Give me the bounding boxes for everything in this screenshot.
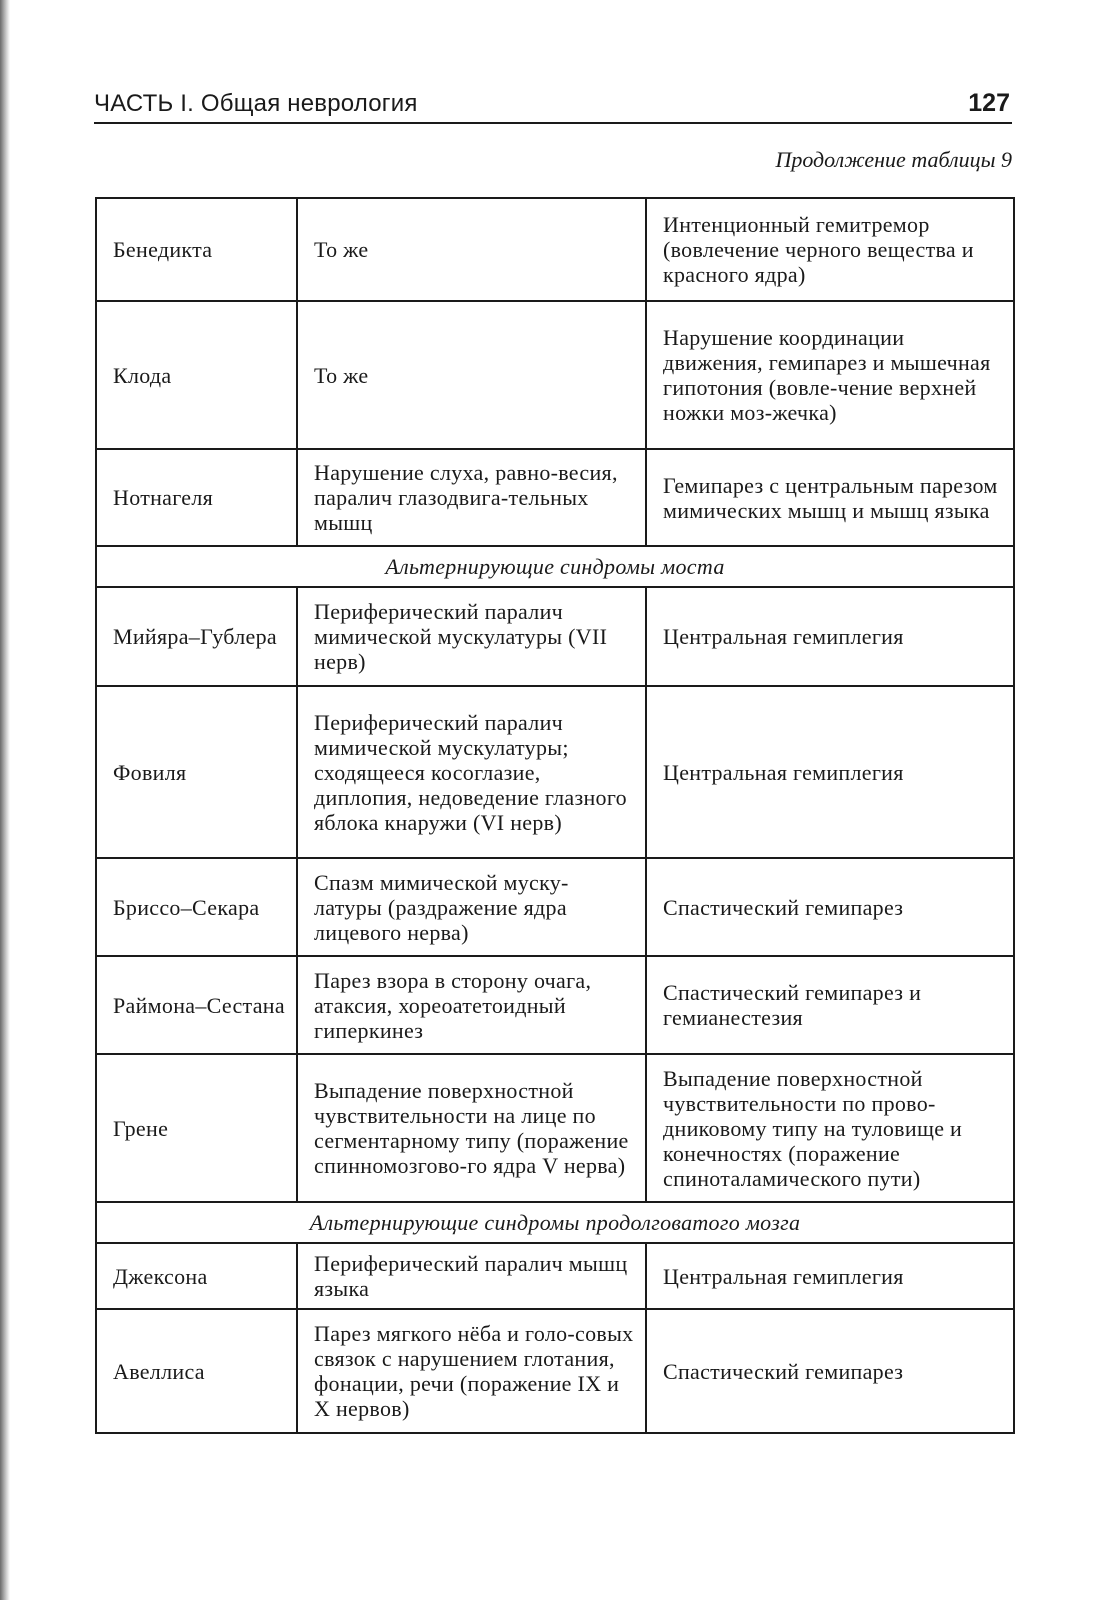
opposite-side-symptoms-cell: Гемипарез с центральным парезом мимических мышц и мышц языка	[646, 449, 1014, 546]
table-row	[96, 1054, 1014, 1202]
syndromes-table	[95, 197, 1015, 1434]
same-side-symptoms-cell: Спазм мимической муску-латуры (раздражение ядра лицевого нерва)	[297, 858, 646, 956]
syndrome-name-cell: Нотнагеля	[96, 449, 297, 546]
syndrome-name-cell: Клода	[96, 301, 297, 449]
syndrome-name-cell: Грене	[96, 1054, 297, 1202]
opposite-side-symptoms-cell: Нарушение координации движения, гемипарез и мышечная гипотония (вовле-чение верхней ножки моз-жечка)	[646, 301, 1014, 449]
syndrome-name-cell: Фовиля	[96, 686, 297, 858]
same-side-symptoms-cell: То же	[297, 198, 646, 301]
table-continuation-caption: Продолжение таблицы 9	[775, 147, 1012, 172]
section-row-pons	[96, 546, 1014, 587]
part-title: ЧАСТЬ I. Общая неврология	[94, 90, 418, 117]
same-side-symptoms-cell: Периферический паралич мимической мускулатуры (VII нерв)	[297, 587, 646, 686]
table-row	[96, 1243, 1014, 1309]
section-title-pons: Альтернирующие синдромы моста	[96, 546, 1014, 587]
syndrome-name-cell: Мийяра–Гублера	[96, 587, 297, 686]
same-side-symptoms-cell: Выпадение поверхностной чувствительности на лице по сегментарному типу (поражение спинномозгово-го ядра V нерва)	[297, 1054, 646, 1202]
opposite-side-symptoms-cell: Спастический гемипарез	[646, 1309, 1014, 1433]
syndrome-name-cell: Джексона	[96, 1243, 297, 1309]
same-side-symptoms-cell: Периферический паралич мимической мускулатуры; сходящееся косоглазие, диплопия, недоведение глазного яблока кнаружи (VI нерв)	[297, 686, 646, 858]
opposite-side-symptoms-cell: Центральная гемиплегия	[646, 686, 1014, 858]
table-row	[96, 1309, 1014, 1433]
table-row	[96, 587, 1014, 686]
table-row	[96, 198, 1014, 301]
same-side-symptoms-cell: Парез взора в сторону очага, атаксия, хореоатетоидный гиперкинез	[297, 956, 646, 1054]
same-side-symptoms-cell: То же	[297, 301, 646, 449]
running-header	[94, 86, 1012, 124]
opposite-side-symptoms-cell: Спастический гемипарез	[646, 858, 1014, 956]
syndrome-name-cell: Раймона–Сестана	[96, 956, 297, 1054]
section-title-medulla: Альтернирующие синдромы продолговатого мозга	[96, 1202, 1014, 1243]
same-side-symptoms-cell: Парез мягкого нёба и голо-совых связок с нарушением глотания, фонации, речи (поражение IX и X нервов)	[297, 1309, 646, 1433]
syndrome-name-cell: Бриссо–Секара	[96, 858, 297, 956]
opposite-side-symptoms-cell: Центральная гемиплегия	[646, 587, 1014, 686]
same-side-symptoms-cell: Периферический паралич мышц языка	[297, 1243, 646, 1309]
section-row-medulla	[96, 1202, 1014, 1243]
opposite-side-symptoms-cell: Интенционный гемитремор (вовлечение черного вещества и красного ядра)	[646, 198, 1014, 301]
opposite-side-symptoms-cell: Выпадение поверхностной чувствительности по прово-дниковому типу на туловище и конечностях (поражение спиноталамического пути)	[646, 1054, 1014, 1202]
table-row	[96, 449, 1014, 546]
table-row	[96, 686, 1014, 858]
syndrome-name-cell: Бенедикта	[96, 198, 297, 301]
table-row	[96, 956, 1014, 1054]
opposite-side-symptoms-cell: Спастический гемипарез и гемианестезия	[646, 956, 1014, 1054]
table-row	[96, 858, 1014, 956]
table-row	[96, 301, 1014, 449]
syndrome-name-cell: Авеллиса	[96, 1309, 297, 1433]
same-side-symptoms-cell: Нарушение слуха, равно-весия, паралич глазодвига-тельных мышц	[297, 449, 646, 546]
scan-shadow-edge	[0, 0, 10, 1600]
page-number: 127	[968, 89, 1010, 117]
opposite-side-symptoms-cell: Центральная гемиплегия	[646, 1243, 1014, 1309]
